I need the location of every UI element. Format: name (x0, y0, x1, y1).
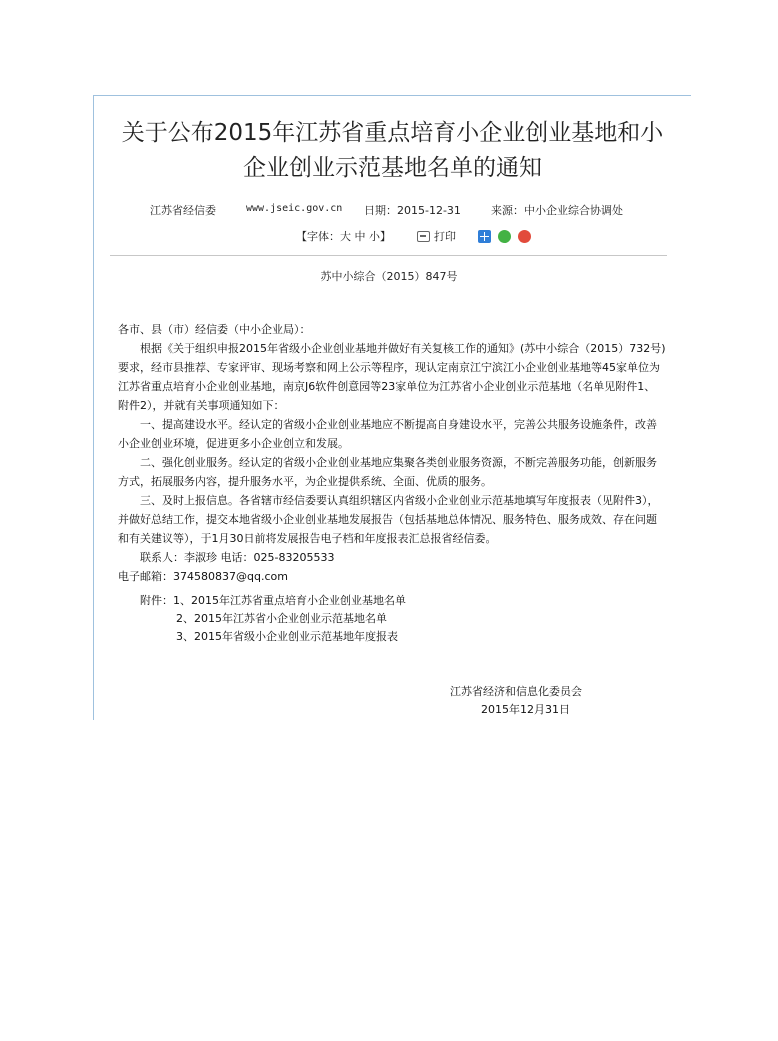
paragraph: 一、提高建设水平。经认定的省级小企业创业基地应不断提高自身建设水平，完善公共服务设施条件，改善小企业创业环境，促进更多小企业创立和发展。 (118, 418, 657, 450)
attachment-1: 附件：1、2015年江苏省重点培育小企业创业基地名单 (140, 594, 406, 607)
weibo-icon[interactable] (518, 230, 531, 243)
attachment-3: 3、2015年省级小企业创业示范基地年度报表 (176, 630, 398, 643)
signature-date: 2015年12月31日 (481, 703, 570, 716)
publisher: 江苏省经信委 (150, 204, 216, 217)
document-number: 苏中小综合（2015）847号 (320, 270, 458, 283)
divider (110, 255, 667, 256)
signature-org: 江苏省经济和信息化委员会 (450, 685, 582, 698)
attachment-2: 2、2015年江苏省小企业创业示范基地名单 (176, 612, 387, 625)
page-title (110, 116, 675, 186)
source: 来源：中小企业综合协调处 (491, 204, 623, 217)
paragraph: 三、及时上报信息。各省辖市经信委要认真组织辖区内省级小企业创业示范基地填写年度报表（见附件3），并做好总结工作，提交本地省级小企业创业基地发展报告（包括基地总体情况、服务特色、服务成效、存在问题和有关建议等），于1月30日前将发展报告电子档和年度报表汇总报省经信委。 (118, 494, 659, 545)
top-border (93, 95, 691, 96)
salutation: 各市、县（市）经信委（中小企业局）： (118, 323, 311, 336)
print-button[interactable]: 打印 (434, 230, 456, 243)
share-plus-icon[interactable] (478, 230, 491, 243)
print-icon[interactable] (417, 231, 430, 242)
paragraph: 根据《关于组织申报2015年省级小企业创业基地并做好有关复核工作的通知》(苏中小综合（2015）732号)要求，经市县推荐、专家评审、现场考察和网上公示等程序，现认定南京江宁滨江小企业创业基地等45家单位为江苏省重点培育小企业创业基地，南京J6软件创意园等23家单位为江苏省小企业创业示范基地（名单见附件1、附件2），并就有关事项通知如下： (118, 342, 666, 412)
wechat-icon[interactable] (498, 230, 511, 243)
article-toolbar (296, 228, 535, 244)
left-border (93, 95, 94, 720)
email: 电子邮箱：374580837@qq.com (118, 570, 288, 583)
paragraph: 二、强化创业服务。经认定的省级小企业创业基地应集聚各类创业服务资源，不断完善服务功能，创新服务方式，拓展服务内容，提升服务水平，为企业提供系统、全面、优质的服务。 (118, 456, 657, 488)
publish-date: 日期：2015-12-31 (364, 204, 461, 217)
title-line-1: 关于公布2015年江苏省重点培育小企业创业基地和小 (121, 120, 664, 146)
title-line-2: 企业创业示范基地名单的通知 (243, 155, 542, 181)
font-size-control[interactable]: 【字体：大 中 小】 (296, 230, 391, 243)
contact: 联系人：李淑珍 电话：025-83205533 (140, 551, 335, 564)
notice-body (118, 320, 666, 586)
website-link[interactable]: www.jseic.gov.cn (246, 203, 343, 214)
